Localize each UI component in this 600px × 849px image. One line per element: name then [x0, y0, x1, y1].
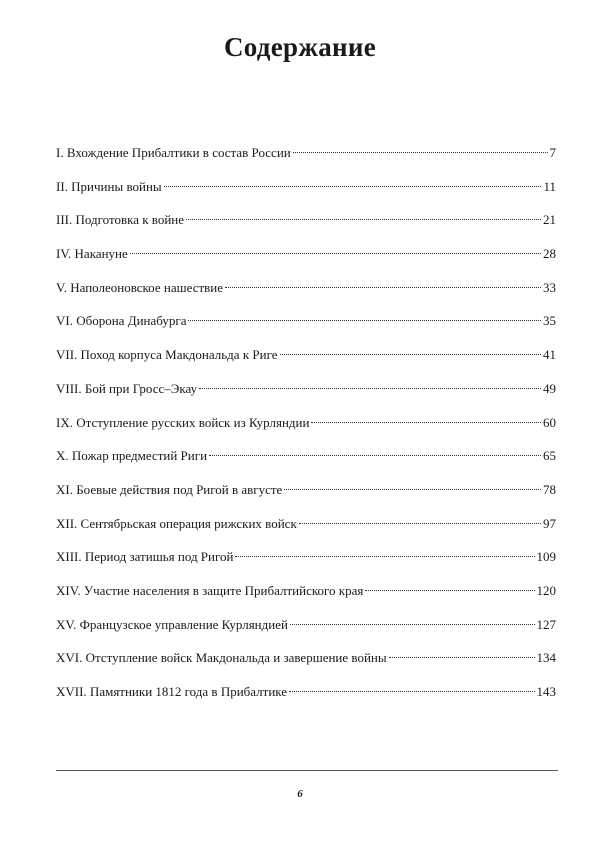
- toc-entry-page: 41: [543, 347, 556, 363]
- toc-entry[interactable]: [56, 682, 556, 716]
- toc-entry[interactable]: [56, 648, 556, 682]
- toc-entry[interactable]: [56, 446, 556, 480]
- toc-dot-leader: [199, 388, 541, 389]
- toc-dot-leader: [130, 253, 541, 254]
- toc-dot-leader: [290, 624, 535, 625]
- toc-entry-page: 65: [543, 448, 556, 464]
- toc-entry[interactable]: [56, 413, 556, 447]
- toc-entry-title: XIV. Участие населения в защите Прибалтийского края: [56, 582, 364, 598]
- toc-dot-leader: [365, 590, 534, 591]
- toc-dot-leader: [293, 152, 548, 153]
- toc-entry[interactable]: [56, 143, 556, 177]
- toc-entry-title: X. Пожар предместий Риги: [56, 448, 208, 464]
- toc-entry-page: 109: [536, 549, 556, 565]
- toc-entry[interactable]: [56, 278, 556, 312]
- table-of-contents: [56, 143, 556, 716]
- toc-dot-leader: [186, 219, 541, 220]
- toc-entry-page: 7: [549, 145, 556, 160]
- toc-entry-title: XIII. Период затишья под Ригой: [56, 549, 234, 565]
- toc-entry-title: VI. Оборона Динабурга: [56, 313, 187, 329]
- toc-entry[interactable]: [56, 547, 556, 581]
- toc-entry-title: II. Причины войны: [56, 178, 162, 194]
- toc-dot-leader: [188, 320, 541, 321]
- toc-dot-leader: [389, 657, 535, 658]
- toc-entry-page: 49: [543, 380, 556, 396]
- toc-dot-leader: [299, 523, 541, 524]
- toc-entry-title: VII. Поход корпуса Макдональда к Риге: [56, 347, 278, 363]
- toc-entry[interactable]: [56, 345, 556, 379]
- toc-entry[interactable]: [56, 244, 556, 278]
- toc-entry-page: 134: [536, 650, 556, 666]
- toc-entry[interactable]: [56, 480, 556, 514]
- toc-entry-title: XVII. Памятники 1812 года в Прибалтике: [56, 684, 288, 699]
- toc-entry[interactable]: [56, 514, 556, 548]
- toc-entry-title: VIII. Бой при Гросс–Экау: [56, 380, 198, 396]
- toc-entry-title: XVI. Отступление войск Макдональда и завершение войны: [56, 650, 387, 666]
- toc-entry-page: 127: [536, 616, 556, 632]
- toc-entry-title: XII. Сентябрьская операция рижских войск: [56, 515, 297, 531]
- toc-dot-leader: [235, 556, 534, 557]
- toc-entry-title: III. Подготовка к войне: [56, 212, 185, 228]
- toc-dot-leader: [289, 691, 534, 692]
- toc-dot-leader: [225, 287, 541, 288]
- toc-entry-title: IX. Отступление русских войск из Курляндии: [56, 414, 310, 430]
- toc-entry[interactable]: [56, 311, 556, 345]
- toc-entry-page: 35: [543, 313, 556, 329]
- toc-entry[interactable]: [56, 210, 556, 244]
- toc-dot-leader: [209, 455, 541, 456]
- toc-entry-title: IV. Накануне: [56, 246, 128, 262]
- toc-dot-leader: [280, 354, 541, 355]
- toc-entry-page: 120: [536, 582, 556, 598]
- toc-entry-page: 33: [543, 279, 556, 295]
- toc-entry-title: XV. Французское управление Курляндией: [56, 616, 288, 632]
- toc-dot-leader: [284, 489, 541, 490]
- footer-divider: [56, 770, 558, 771]
- toc-entry-title: V. Наполеоновское нашествие: [56, 279, 224, 295]
- toc-entry-page: 28: [543, 246, 556, 262]
- page-title: Содержание: [223, 32, 377, 62]
- toc-entry-page: 78: [543, 481, 556, 497]
- toc-entry-title: I. Вхождение Прибалтики в состав России: [56, 145, 291, 160]
- toc-entry[interactable]: [56, 177, 556, 211]
- toc-dot-leader: [311, 422, 541, 423]
- toc-entry-title: XI. Боевые действия под Ригой в августе: [56, 481, 283, 497]
- toc-entry-page: 60: [543, 414, 556, 430]
- toc-entry[interactable]: [56, 581, 556, 615]
- toc-entry-page: 11: [543, 178, 556, 194]
- toc-entry-page: 21: [543, 212, 556, 228]
- toc-entry[interactable]: [56, 615, 556, 649]
- toc-entry-page: 143: [536, 684, 556, 699]
- toc-dot-leader: [164, 186, 542, 187]
- page-number: 6: [297, 788, 303, 800]
- toc-entry-page: 97: [543, 515, 556, 531]
- toc-entry[interactable]: [56, 379, 556, 413]
